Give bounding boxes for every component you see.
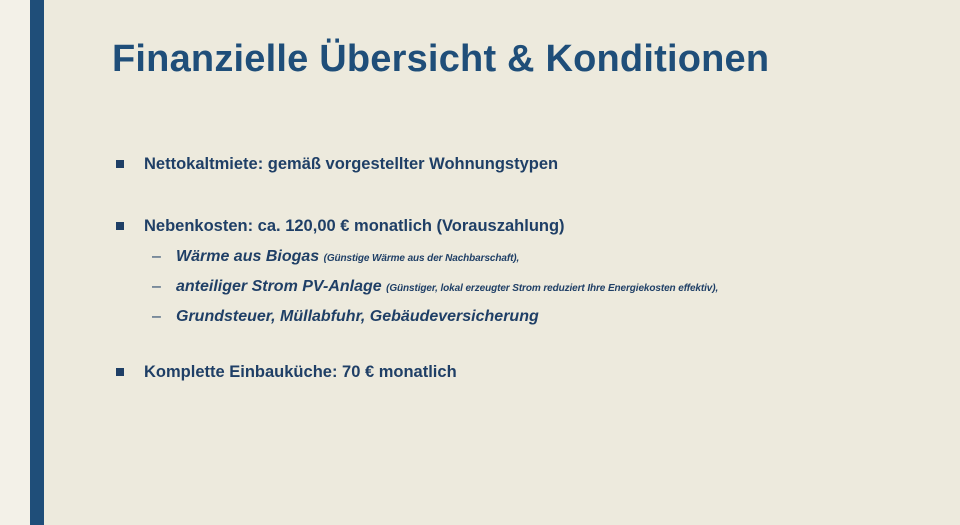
dash-bullet-icon: –: [152, 277, 161, 295]
bullet-item-2: [112, 217, 930, 237]
square-bullet-icon: [116, 222, 124, 230]
dash-bullet-icon: –: [152, 307, 161, 325]
sub-bullet-item-1: [112, 247, 930, 266]
sub-bullet-item-2-note: (Günstiger, lokal erzeugter Strom reduziert Ihre Energiekosten effektiv),: [386, 282, 719, 294]
bullet-item-1: [112, 155, 930, 175]
sub-bullet-item-1-label: Wärme aus Biogas: [176, 247, 320, 265]
square-bullet-icon: [116, 368, 124, 376]
spacer-1: [112, 181, 930, 217]
slide-content: [44, 0, 960, 525]
square-bullet-icon: [116, 160, 124, 168]
bullet-item-2-label: Nebenkosten: ca. 120,00 € monatlich (Vorauszahlung): [144, 216, 565, 235]
bullet-list: [112, 155, 930, 389]
sub-bullet-item-2-label: anteiliger Strom PV-Anlage: [176, 277, 382, 295]
slide-accent-bar: [30, 0, 44, 525]
dash-bullet-icon: –: [152, 247, 161, 265]
bullet-item-1-label: Nettokaltmiete: gemäß vorgestellter Wohnungstypen: [144, 155, 559, 173]
sub-bullet-item-2: [112, 277, 930, 296]
sub-bullet-item-3-label: Grundsteuer, Müllabfuhr, Gebäudeversicherung: [176, 307, 539, 325]
sub-bullet-item-1-note: (Günstige Wärme aus der Nachbarschaft),: [323, 252, 520, 264]
bullet-item-3-label: Komplette Einbauküche: 70 € monatlich: [144, 363, 457, 382]
bullet-item-3: [112, 363, 930, 383]
sub-bullet-item-3: [112, 307, 930, 326]
sub-bullet-list: [112, 247, 930, 327]
page-title: Finanzielle Übersicht & Konditionen: [112, 38, 770, 80]
slide-left-margin: [0, 0, 30, 525]
spacer-2: [112, 337, 930, 363]
